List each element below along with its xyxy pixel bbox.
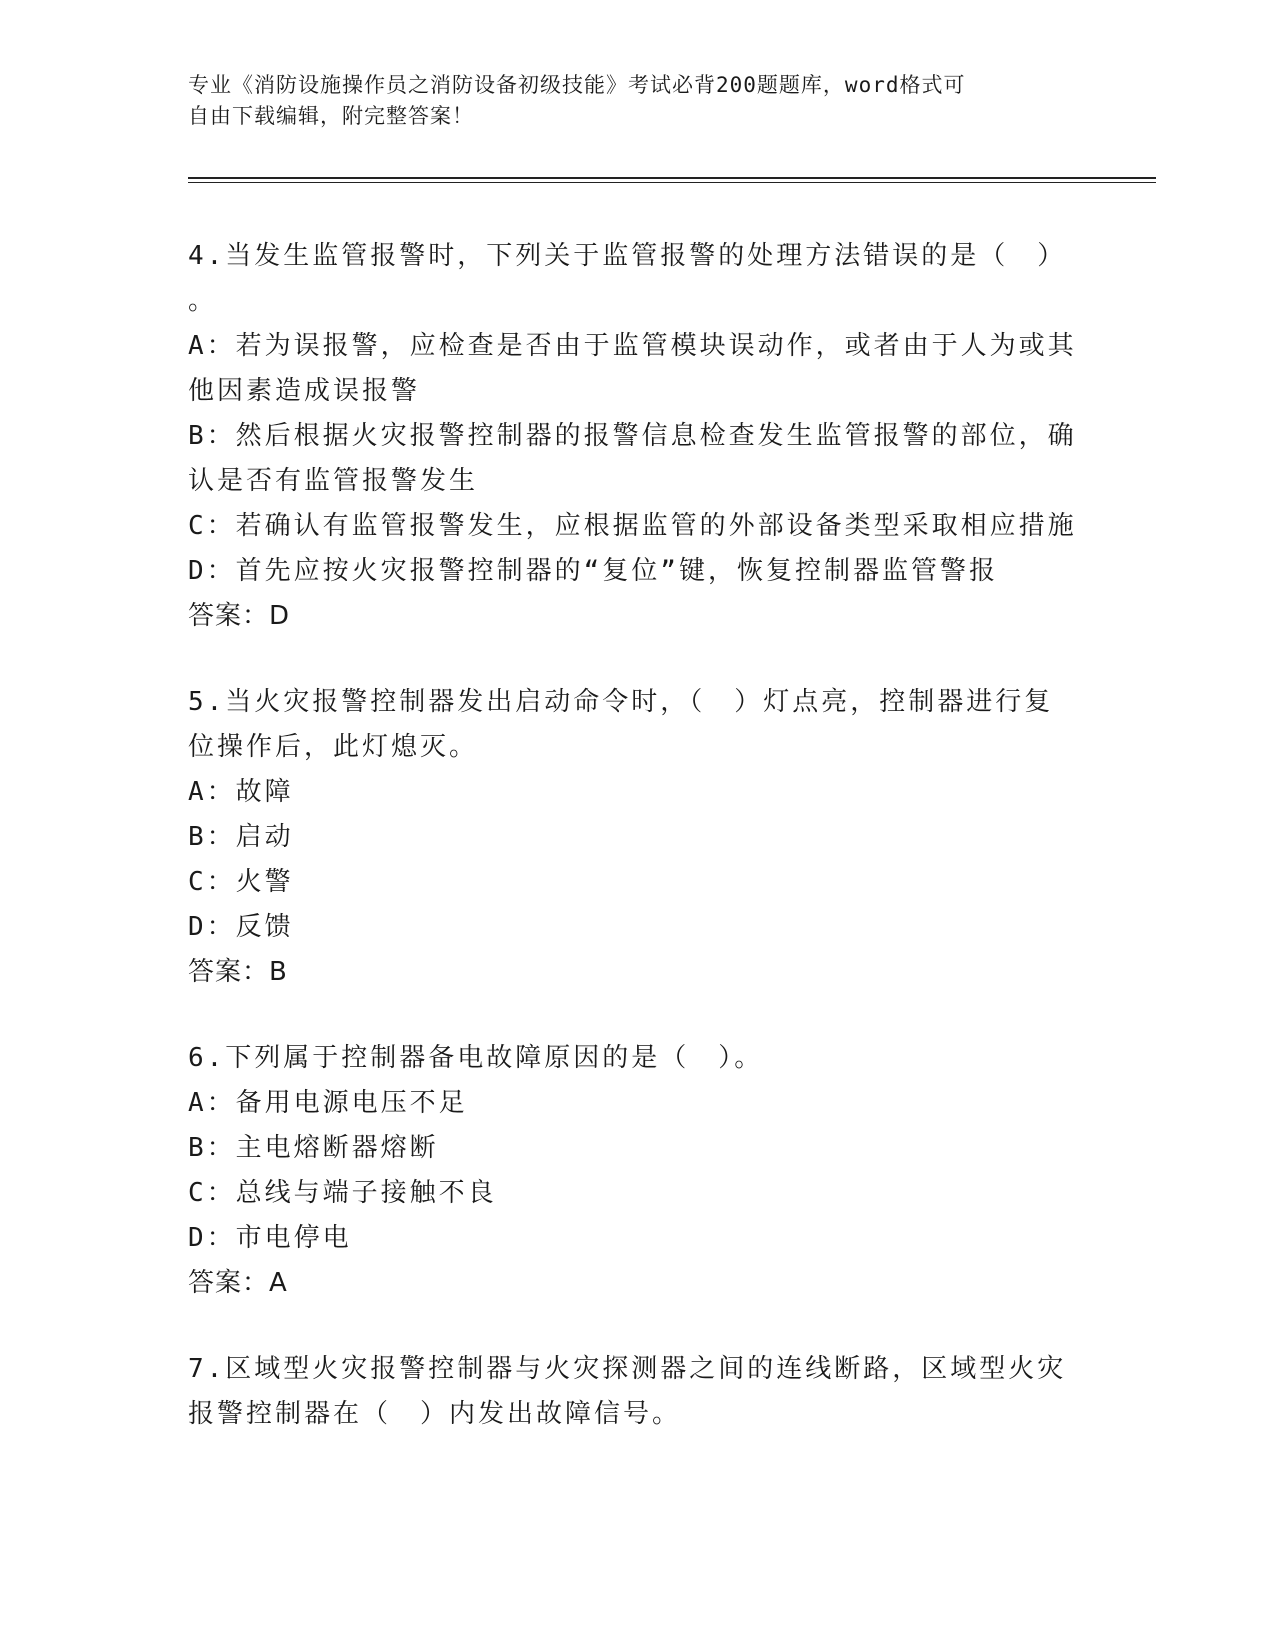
question-stem-line: 。 [188, 286, 218, 316]
document-header [188, 70, 1068, 132]
option-line: B：启动 [188, 822, 294, 852]
question-stem-line: 报警控制器在（ ）内发出故障信号。 [188, 1399, 682, 1429]
header-line-2: 自由下载编辑，附完整答案！ [188, 104, 474, 128]
option-line: D：市电停电 [188, 1223, 352, 1253]
question-stem-line: 5.当火灾报警控制器发出启动命令时，（ ）灯点亮，控制器进行复 [188, 687, 1054, 717]
question-4 [188, 234, 1088, 639]
option-line: C：总线与端子接触不良 [188, 1178, 497, 1208]
option-line: C：火警 [188, 867, 294, 897]
question-stem-line: 4.当发生监管报警时，下列关于监管报警的处理方法错误的是（ ） [188, 241, 1067, 271]
question-list [188, 234, 1088, 1478]
header-divider [188, 177, 1156, 179]
option-line: 他因素造成误报警 [188, 376, 421, 406]
answer-label: 答案：D [188, 601, 291, 631]
option-line: A：备用电源电压不足 [188, 1088, 468, 1118]
question-7 [188, 1347, 1088, 1437]
option-line: A：若为误报警，应检查是否由于监管模块误动作，或者由于人为或其 [188, 331, 1077, 361]
option-line: B：主电熔断器熔断 [188, 1133, 439, 1163]
option-line: D：反馈 [188, 912, 294, 942]
option-line: D：首先应按火灾报警控制器的“复位”键，恢复控制器监管警报 [188, 556, 998, 586]
answer-label: 答案：A [188, 1268, 288, 1298]
question-stem-line: 6.下列属于控制器备电故障原因的是（ ）。 [188, 1043, 764, 1073]
option-line: A：故障 [188, 777, 294, 807]
question-6 [188, 1036, 1088, 1306]
question-5 [188, 680, 1088, 995]
option-line: C：若确认有监管报警发生，应根据监管的外部设备类型采取相应措施 [188, 511, 1077, 541]
answer-label: 答案：B [188, 957, 288, 987]
question-stem-line: 7.区域型火灾报警控制器与火灾探测器之间的连线断路，区域型火灾 [188, 1354, 1067, 1384]
option-line: 认是否有监管报警发生 [188, 466, 479, 496]
header-divider-thin [188, 182, 1156, 183]
header-line-1: 专业《消防设施操作员之消防设备初级技能》考试必背200题题库，word格式可 [188, 73, 966, 97]
question-stem-line: 位操作后，此灯熄灭。 [188, 732, 479, 762]
option-line: B：然后根据火灾报警控制器的报警信息检查发生监管报警的部位，确 [188, 421, 1077, 451]
